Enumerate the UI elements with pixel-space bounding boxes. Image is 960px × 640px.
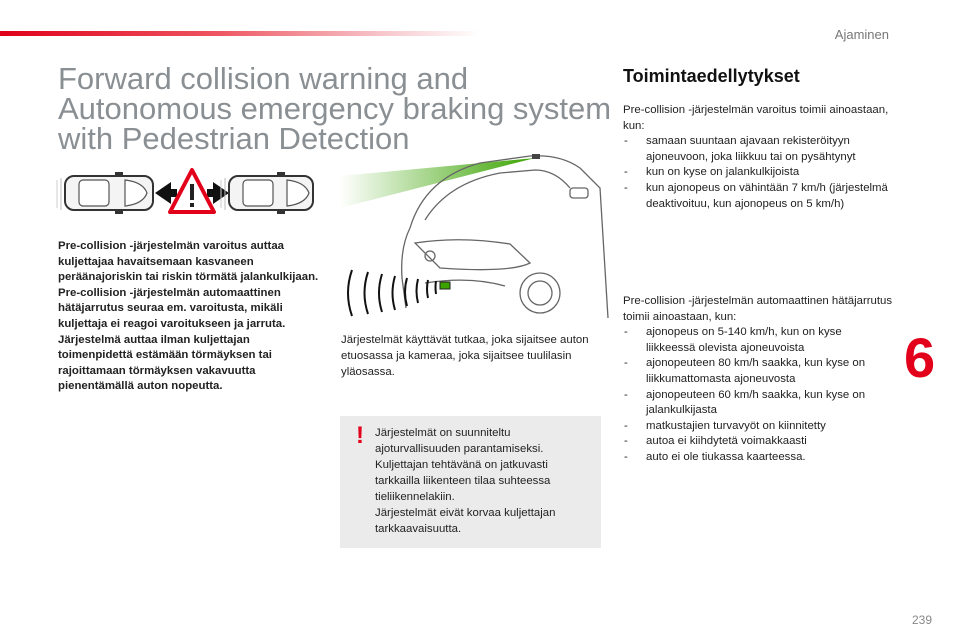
warning-conditions-list: [623, 134, 893, 212]
list-item: - samaan suuntaan ajavaan rekisteröityyn ajoneuvoon, joka liikkuu tai on pysähtynyt: [623, 134, 893, 165]
conditions-heading: Toimintaedellytykset: [623, 66, 800, 86]
title-line: Forward collision warning and: [58, 61, 469, 96]
list-item: - ajonopeuteen 60 km/h saakka, kun kyse on jalankulkijasta: [623, 388, 893, 419]
warning-conditions: [623, 103, 893, 212]
radar-caption: [341, 332, 591, 380]
front-car-icon: [221, 172, 313, 214]
camera-icon: [532, 154, 540, 159]
warning-paragraph: Järjestelmät eivät korvaa kuljettajan tarkkaavaisuutta.: [375, 507, 556, 535]
braking-conditions: [623, 294, 893, 466]
list-item: - autoa ei kiihdytetä voimakkaasti: [623, 434, 893, 450]
chapter-number: 6: [904, 326, 936, 389]
exclamation-icon: !: [356, 422, 364, 449]
title-line: Autonomous emergency braking system: [58, 91, 612, 126]
intro-paragraph: Pre-collision -järjestelmän automaattinen hätäjarrutus seuraa em. varoitusta, mikäli kuljettaja ei reagoi varoitukseen ja jarruta.: [58, 286, 286, 330]
title-line: with Pedestrian Detection: [58, 121, 410, 156]
intro-text: [58, 239, 320, 395]
header-accent-rule: [0, 31, 480, 36]
list-item: - kun on kyse on jalankulkijoista: [623, 165, 893, 181]
list-item: - kun ajonopeus on vähintään 7 km/h (järjestelmä deaktivoituu, kun ajonopeus on 5 km/h): [623, 181, 893, 212]
list-item: - auto ei ole tiukassa kaarteessa.: [623, 450, 893, 466]
warning-paragraph: Järjestelmät on suunniteltu ajoturvallisuuden parantamiseksi. Kuljettajan tehtävänä on jatkuvasti tarkkailla liikenteen tilaa suhteessa tieliikennelakiin.: [375, 427, 551, 503]
page-title: [58, 61, 618, 156]
radar-waves-icon: [348, 270, 436, 316]
collision-warning-illustration: [55, 168, 317, 218]
intro-paragraph: Järjestelmä auttaa ilman kuljettajan toimenpidettä estämään törmäyksen tai rajoittamaan törmäyksen vakavuutta pienentämällä auton nopeutta.: [58, 333, 272, 393]
warning-box: [340, 416, 601, 548]
intro-paragraph: Pre-collision -järjestelmän varoitus auttaa kuljettajaa havaitsemaan kasvaneen peräänajoriskin tai riskin törmätä jalankulkijaan.: [58, 240, 319, 284]
page-number: 239: [911, 613, 932, 627]
conditions-section: [623, 66, 893, 463]
radar-caption-text: Järjestelmät käyttävät tutkaa, joka sijaitsee auton etuosassa ja kameraa, joka sijaitsee tuulilasin yläosassa.: [341, 334, 589, 378]
list-item: - ajonopeuteen 80 km/h saakka, kun kyse on liikkumattomasta ajoneuvosta: [623, 356, 893, 387]
warning-conditions-intro: Pre-collision -järjestelmän varoitus toimii ainoastaan, kun:: [623, 104, 889, 132]
radar-sensor-icon: [440, 282, 450, 289]
list-item: - matkustajien turvavyöt on kiinnitetty: [623, 419, 893, 435]
section-label: Ajaminen: [834, 27, 889, 42]
braking-conditions-list: [623, 325, 893, 465]
braking-conditions-intro: Pre-collision -järjestelmän automaattinen hätäjarrutus toimii ainoastaan, kun:: [623, 295, 893, 323]
rear-car-icon: [57, 172, 153, 214]
list-item: - ajonopeus on 5-140 km/h, kun on kyse liikkeessä olevista ajoneuvoista: [623, 325, 893, 356]
camera-beam: [340, 158, 535, 208]
van-radar-illustration: [330, 148, 614, 318]
warning-text: [375, 425, 595, 537]
